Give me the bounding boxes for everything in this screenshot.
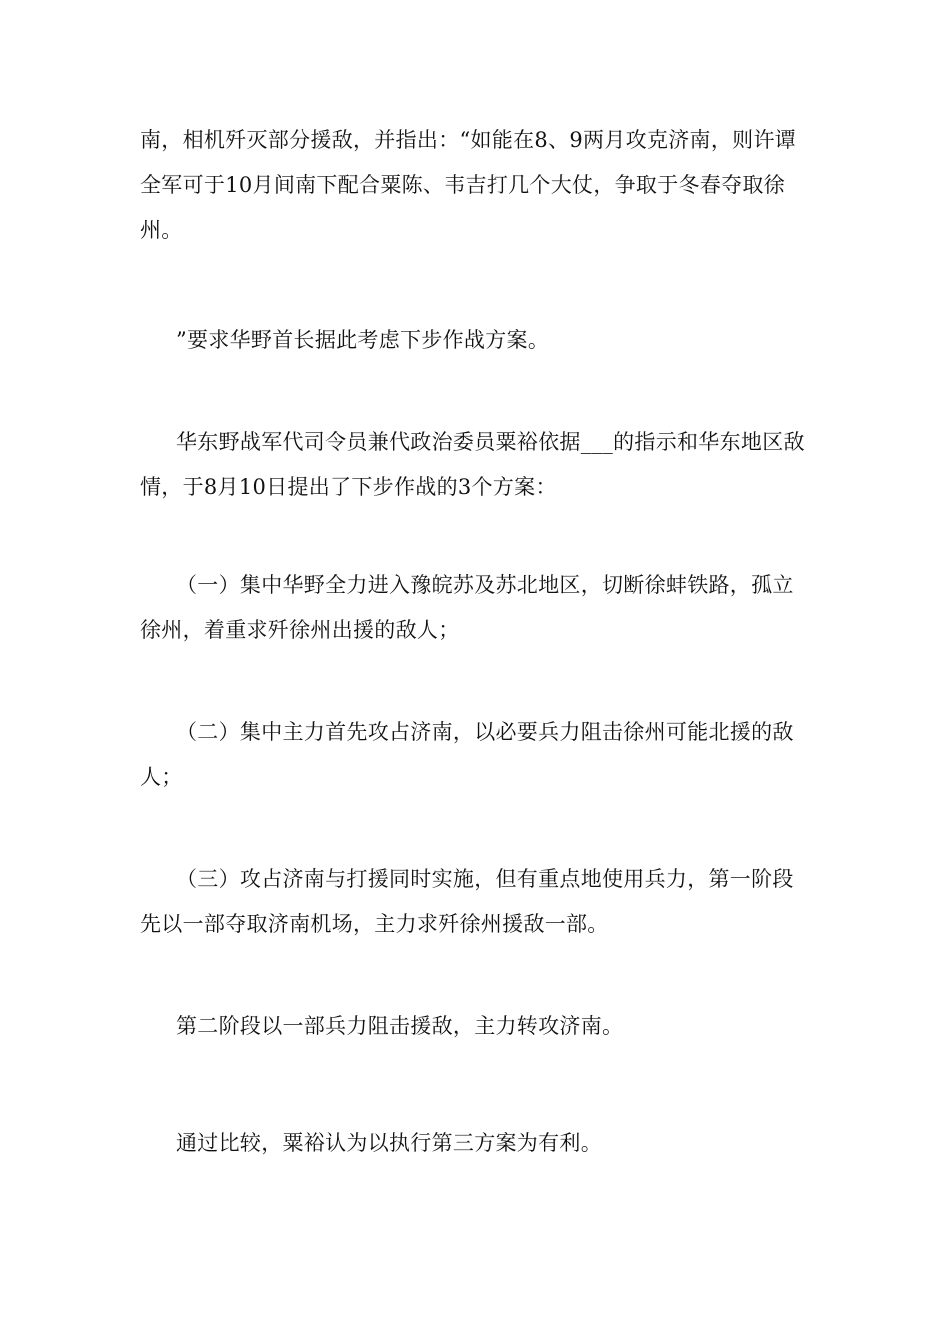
paragraph-plan-three: （三）攻占济南与打援同时实施，但有重点地使用兵力，第一阶段先以一部夺取济南机场，主力求歼徐州援敌一部。 bbox=[140, 867, 794, 936]
paragraph-request-plan: ”要求华野首长据此考虑下步作战方案。 bbox=[176, 328, 550, 352]
paragraph-continuation: 南，相机歼灭部分援敌，并指出：“如能在8、9两月攻克济南，则许谭全军可于10月间南下配合粟陈、韦吉打几个大仗，争取于冬春夺取徐州。 bbox=[140, 128, 797, 242]
paragraph-su-yu-proposal: 华东野战军代司令员兼代政治委员粟裕依据___的指示和华东地区敌情，于8月10日提出了下步作战的3个方案： bbox=[140, 430, 805, 499]
paragraph-conclusion: 通过比较，粟裕认为以执行第三方案为有利。 bbox=[176, 1131, 602, 1155]
paragraph-plan-two: （二）集中主力首先攻占济南，以必要兵力阻击徐州可能北援的敌人； bbox=[140, 720, 794, 789]
paragraph-plan-one: （一）集中华野全力进入豫皖苏及苏北地区，切断徐蚌铁路，孤立徐州，着重求歼徐州出援的敌人； bbox=[140, 573, 794, 642]
paragraph-phase-two: 第二阶段以一部兵力阻击援敌，主力转攻济南。 bbox=[176, 1014, 624, 1038]
